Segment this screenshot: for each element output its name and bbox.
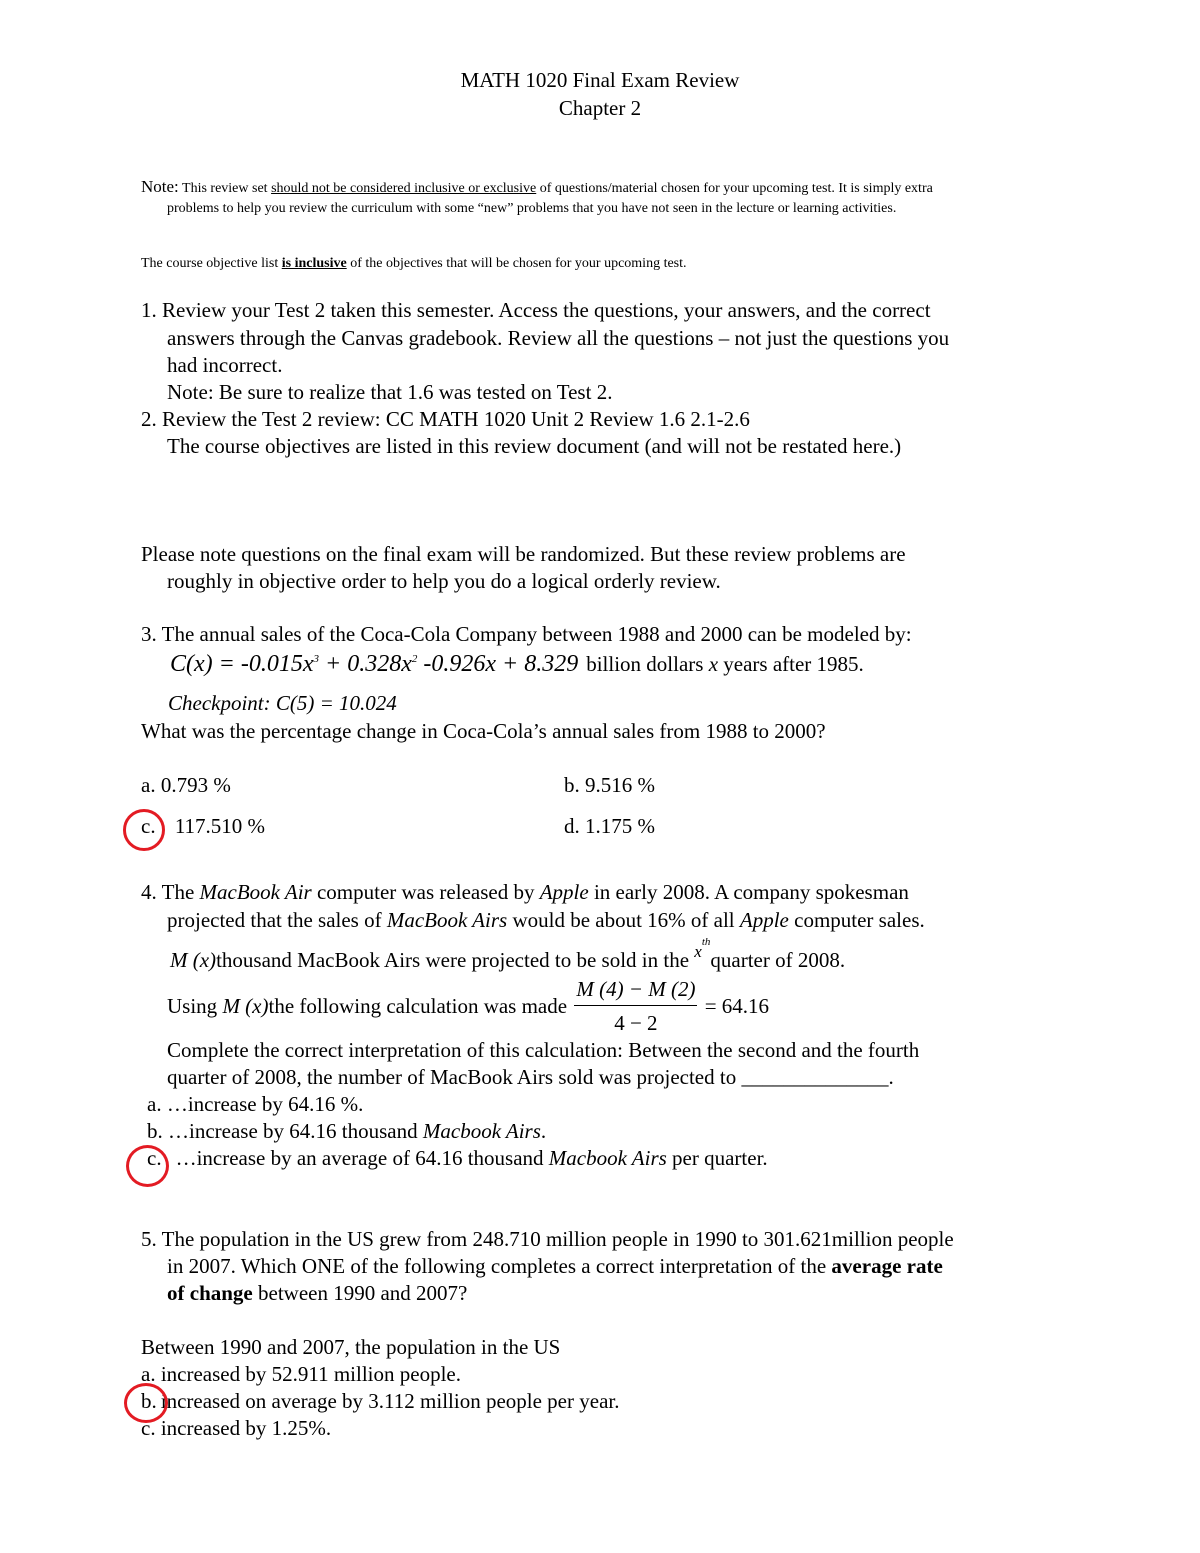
q3-formula-tail-b: years after 1985. <box>718 652 864 676</box>
q4-l3-x: x <box>694 942 702 961</box>
q4-fraction <box>574 976 697 1037</box>
objective-emphasis: is inclusive <box>281 256 347 271</box>
q3-formula-tail <box>586 652 864 676</box>
q4-l3-th: th <box>701 936 711 948</box>
q4-l3-end: quarter of 2008. <box>710 948 846 972</box>
q4-l2-c: computer sales. <box>788 908 925 932</box>
q4-l3-m: M (x) <box>170 948 217 972</box>
q5-option-b-text: increased on average by 3.112 million people per year. <box>160 1389 620 1413</box>
q3-formula-tail-x: x <box>708 652 719 676</box>
q3-option-d: d. 1.175 % <box>564 814 655 838</box>
q3-answer-circle <box>123 809 165 851</box>
q4-l1-a: 4. The <box>141 880 200 904</box>
q5-l3-bold: of change <box>167 1281 253 1305</box>
q3-formula-term-1: -0.015x <box>240 651 314 677</box>
q5-lead: Between 1990 and 2007, the population in the US <box>141 1335 561 1359</box>
q5-l2-a: in 2007. Which ONE of the following completes a correct interpretation of the <box>167 1254 832 1278</box>
q4-fraction-result: = 64.16 <box>704 994 770 1018</box>
q4-l1-b: computer was released by <box>311 880 540 904</box>
q3-checkpoint: Checkpoint: C(5) = 10.024 <box>168 691 397 715</box>
objective-lead: The course objective list <box>141 256 279 271</box>
q4-option-b-text: b. …increase by 64.16 thousand <box>147 1119 423 1143</box>
random-note-line-2: roughly in objective order to help you do a logical orderly review. <box>167 569 721 593</box>
document-subtitle: Chapter 2 <box>558 96 642 120</box>
q4-answer-circle <box>126 1145 169 1187</box>
q3-formula-term-2: + 0.328x <box>319 651 412 677</box>
q3-formula-exp-2: 2 <box>411 653 418 665</box>
q4-option-c-letter: c. <box>147 1146 162 1170</box>
note-lead: This review set <box>182 181 268 196</box>
objective-rest: of the objectives that will be chosen for your upcoming test. <box>350 256 687 271</box>
q5-l2-bold: average rate <box>831 1254 943 1278</box>
q5-line-2 <box>167 1253 943 1280</box>
note-underlined: should not be considered inclusive or exclusive <box>271 181 537 196</box>
q4-fraction-numerator: M (4) − M (2) <box>574 976 697 1006</box>
q4-option-b-italic: Macbook Airs <box>422 1119 541 1143</box>
q4-option-c-italic: Macbook Airs <box>548 1146 667 1170</box>
q5-option-b-letter: b. <box>141 1389 157 1413</box>
q5-l3-a: between 1990 and 2007? <box>252 1281 468 1305</box>
q5-option-a: a. increased by 52.911 million people. <box>141 1362 461 1386</box>
item-1-line-2: answers through the Canvas gradebook. Review all the questions – not just the questions you <box>167 326 950 350</box>
q4-line-2 <box>167 907 925 934</box>
q4-line-3 <box>170 936 846 975</box>
q5-option-c: c. increased by 1.25%. <box>141 1416 332 1440</box>
q3-option-c-letter: c. <box>141 814 156 838</box>
q3-formula-tail-a: billion dollars <box>586 652 709 676</box>
random-note-line-1: Please note questions on the final exam will be randomized. But these review problems are <box>141 542 906 566</box>
q4-option-c <box>147 1145 768 1172</box>
q3-question: What was the percentage change in Coca-Cola’s annual sales from 1988 to 2000? <box>141 719 826 743</box>
q3-stem: 3. The annual sales of the Coca-Cola Company between 1988 and 2000 can be modeled by: <box>141 622 912 646</box>
q5-option-b <box>141 1388 619 1415</box>
q3-option-b: b. 9.516 % <box>564 773 655 797</box>
q3-option-a: a. 0.793 % <box>141 773 231 797</box>
q3-option-c-text: 117.510 % <box>174 814 266 838</box>
q5-line-1: 5. The population in the US grew from 248.710 million people in 1990 to 301.621million people <box>141 1227 954 1251</box>
item-1-line-1: 1. Review your Test 2 taken this semester. Access the questions, your answers, and the correct <box>141 298 931 322</box>
q3-formula-term-3: -0.926x + 8.329 <box>417 651 579 677</box>
q4-l2-a: projected that the sales of <box>167 908 387 932</box>
q4-fraction-denominator: 4 − 2 <box>614 1011 658 1035</box>
q4-option-b-end: . <box>540 1119 547 1143</box>
q4-l2-macbooks: MacBook Airs <box>386 908 508 932</box>
q3-formula-line <box>170 651 864 678</box>
q5-answer-circle <box>124 1383 168 1423</box>
q4-l1-macbook: MacBook Air <box>199 880 312 904</box>
q4-l1-apple: Apple <box>539 880 589 904</box>
document-title: MATH 1020 Final Exam Review <box>460 68 740 92</box>
q4-option-b <box>147 1118 546 1145</box>
q4-line-4 <box>167 976 769 1037</box>
q3-formula-lhs: C(x) = <box>170 651 241 677</box>
q4-l4-b: the following calculation was made <box>268 994 568 1018</box>
q4-l2-apple: Apple <box>739 908 789 932</box>
q4-line-6: quarter of 2008, the number of MacBook Airs sold was projected to ______________. <box>167 1065 894 1089</box>
q4-option-c-text: …increase by an average of 64.16 thousand <box>175 1146 549 1170</box>
objective-note <box>141 254 687 273</box>
q4-l1-c: in early 2008. A company spokesman <box>588 880 909 904</box>
item-2-line-2: The course objectives are listed in this review document (and will not be restated here.) <box>167 434 902 458</box>
q4-l4-m: M (x) <box>222 994 269 1018</box>
q5-line-3 <box>167 1280 467 1307</box>
q3-formula <box>170 651 578 677</box>
item-2-line-1: 2. Review the Test 2 review: CC MATH 1020 Unit 2 Review 1.6 2.1-2.6 <box>141 407 750 431</box>
note-rest: of questions/material chosen for your upcoming test. It is simply extra <box>539 181 933 196</box>
q4-l4-a: Using <box>167 994 223 1018</box>
q4-line-5: Complete the correct interpretation of this calculation: Between the second and the fourth <box>167 1038 920 1062</box>
q4-option-a: a. …increase by 64.16 %. <box>147 1092 364 1116</box>
note-line-2: problems to help you review the curriculum with some “new” problems that you have not seen in the lecture or learning activities. <box>167 201 897 216</box>
q4-l3-text: thousand MacBook Airs were projected to be sold in the <box>216 948 695 972</box>
note-label: Note: <box>141 177 179 196</box>
note-line-1 <box>141 177 933 198</box>
item-1-line-4: Note: Be sure to realize that 1.6 was tested on Test 2. <box>167 380 613 404</box>
item-1-line-3: had incorrect. <box>167 353 283 377</box>
q3-formula-exp-1: 3 <box>313 653 319 665</box>
q4-l2-b: would be about 16% of all <box>507 908 740 932</box>
q4-option-c-end: per quarter. <box>666 1146 768 1170</box>
q4-line-1 <box>141 879 909 906</box>
